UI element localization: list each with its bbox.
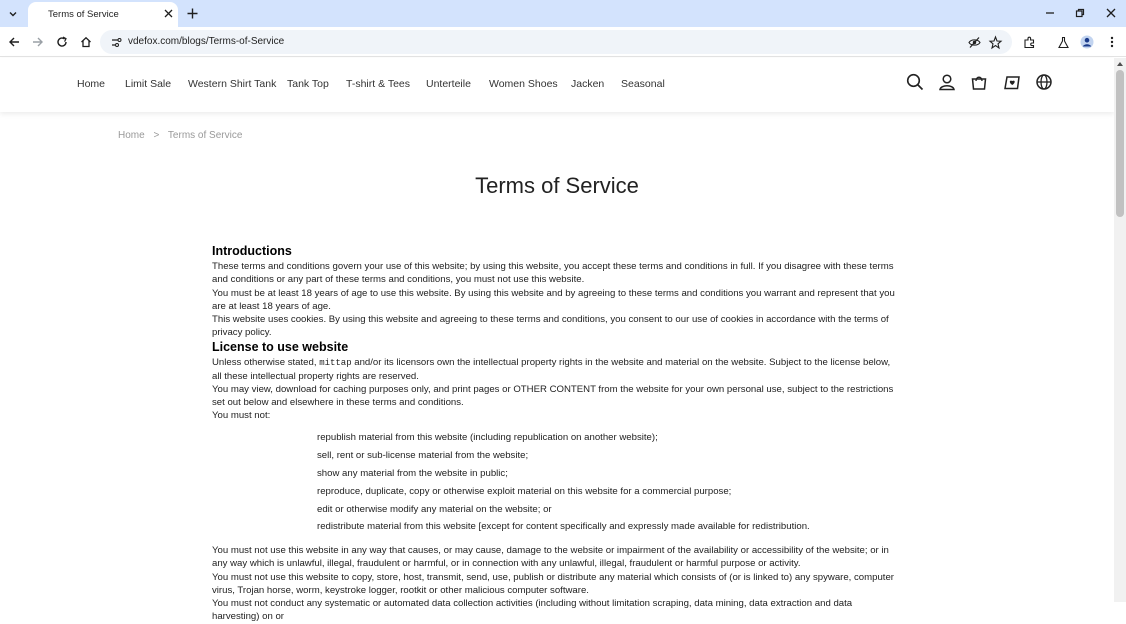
search-icon[interactable] — [905, 72, 925, 92]
nav-seasonal[interactable]: Seasonal — [621, 78, 665, 90]
list-item: redistribute material from this website [except for content specifically and expressly made available for redistribution. — [317, 521, 810, 532]
page-title: Terms of Service — [475, 173, 639, 198]
minimize-window-icon[interactable] — [1043, 6, 1057, 20]
profile-avatar-icon[interactable] — [1079, 34, 1095, 50]
license-p1-suffix: and/or its licensors own the intellectual property rights in the website and material on the website. Subject to the license below, all these intellectual property rights are reserved. — [212, 357, 891, 383]
license-paragraph-1 — [212, 356, 902, 384]
browser-tab-active[interactable] — [28, 2, 178, 27]
nav-tank-top[interactable]: Tank Top — [287, 78, 329, 90]
wishlist-icon[interactable] — [1002, 72, 1022, 92]
extensions-puzzle-icon[interactable] — [1021, 34, 1037, 50]
eye-slash-icon[interactable] — [966, 34, 982, 50]
address-bar[interactable] — [100, 30, 1012, 54]
tab-search-chevron-icon[interactable] — [4, 5, 22, 23]
nav-tshirt-tees[interactable]: T-shirt & Tees — [346, 78, 410, 90]
browser-tab-bar — [0, 0, 1126, 27]
nav-jacken[interactable]: Jacken — [571, 78, 605, 90]
breadcrumb — [118, 130, 248, 141]
scrollbar-thumb[interactable] — [1116, 70, 1124, 217]
page-viewport — [0, 58, 1126, 623]
breadcrumb-separator: > — [153, 130, 160, 141]
license-paragraph-2: You may view, download for caching purposes only, and print pages or OTHER CONTENT from the website for your own personal use, subject to the restrictions set out below and elsewhere in these terms and conditions. — [212, 384, 894, 409]
labs-flask-icon[interactable] — [1055, 34, 1071, 50]
site-header — [0, 58, 1114, 112]
breadcrumb-current: Terms of Service — [167, 130, 243, 141]
tab-title: Terms of Service — [48, 9, 119, 20]
list-item: show any material from the website in public; — [317, 468, 508, 479]
globe-icon[interactable] — [1034, 72, 1054, 92]
back-arrow-icon[interactable] — [6, 34, 22, 50]
intro-paragraph-2: You must be at least 18 years of age to use this website. By using this website and by agreeing to these terms and conditions you warrant and represent that you are at least 18 years of age. — [212, 288, 895, 313]
nav-women-shoes[interactable]: Women Shoes — [489, 78, 558, 90]
scroll-up-arrow-icon[interactable] — [1116, 60, 1124, 68]
nav-home[interactable]: Home — [77, 78, 106, 90]
list-item: sell, rent or sub-license material from the website; — [317, 450, 529, 461]
reload-icon[interactable] — [54, 34, 70, 50]
home-icon[interactable] — [78, 34, 94, 50]
browser-toolbar — [0, 27, 1126, 57]
url-text[interactable]: vdefox.com/blogs/Terms-of-Service — [128, 36, 285, 47]
account-icon[interactable] — [937, 72, 957, 92]
close-window-icon[interactable] — [1104, 6, 1118, 20]
use-paragraph-3: You must not conduct any systematic or automated data collection activities (including without limitation scraping, data mining, data extraction and data harvesting) on or — [212, 598, 853, 623]
page-scrollbar[interactable] — [1114, 58, 1126, 602]
list-item: republish material from this website (including republication on another website); — [317, 432, 658, 443]
close-tab-icon[interactable] — [162, 7, 175, 20]
use-paragraph-1: You must not use this website in any way that causes, or may cause, damage to the website or impairment of the availability or accessibility of the website; or in any way which is unlawful, illegal, fraudulent or harmful, or in connection with any unlawful, illegal, fraudulent or harmful purpose or activity. — [212, 545, 889, 570]
license-p1-prefix: Unless otherwise stated, — [212, 357, 320, 368]
license-heading: License to use website — [212, 340, 349, 354]
site-info-icon[interactable] — [109, 35, 123, 49]
intro-paragraph-1: These terms and conditions govern your use of this website; by using this website, you accept these terms and conditions in full. If you disagree with these terms and conditions or any part of these terms and conditions, you must not use this website. — [212, 261, 894, 286]
list-item: reproduce, duplicate, copy or otherwise exploit material on this website for a commercial purpose; — [317, 486, 732, 497]
use-paragraph-2: You must not use this website to copy, store, host, transmit, send, use, publish or distribute any material which consists of (or is linked to) any spyware, computer virus, Trojan horse, worm, keystroke logger, rootkit or other malicious computer software. — [212, 572, 895, 597]
browser-menu-icon[interactable] — [1104, 34, 1120, 50]
list-item: edit or otherwise modify any material on the website; or — [317, 504, 552, 515]
forward-arrow-icon[interactable] — [30, 34, 46, 50]
license-p1-code: mittap — [319, 358, 352, 368]
nav-unterteile[interactable]: Unterteile — [426, 78, 471, 90]
nav-limit-sale[interactable]: Limit Sale — [125, 78, 172, 90]
intro-paragraph-3: This website uses cookies. By using this website and agreeing to these terms and conditions, you consent to our use of cookies in accordance with the terms of privacy policy. — [212, 314, 889, 339]
restore-window-icon[interactable] — [1073, 6, 1087, 20]
cart-icon[interactable] — [969, 72, 989, 92]
introductions-heading: Introductions — [212, 244, 292, 258]
breadcrumb-home[interactable]: Home — [118, 130, 145, 141]
new-tab-plus-icon[interactable] — [185, 6, 200, 21]
nav-western-shirt-tank[interactable]: Western Shirt Tank — [188, 78, 277, 90]
license-paragraph-3: You must not: — [212, 410, 271, 421]
bookmark-star-icon[interactable] — [987, 34, 1003, 50]
